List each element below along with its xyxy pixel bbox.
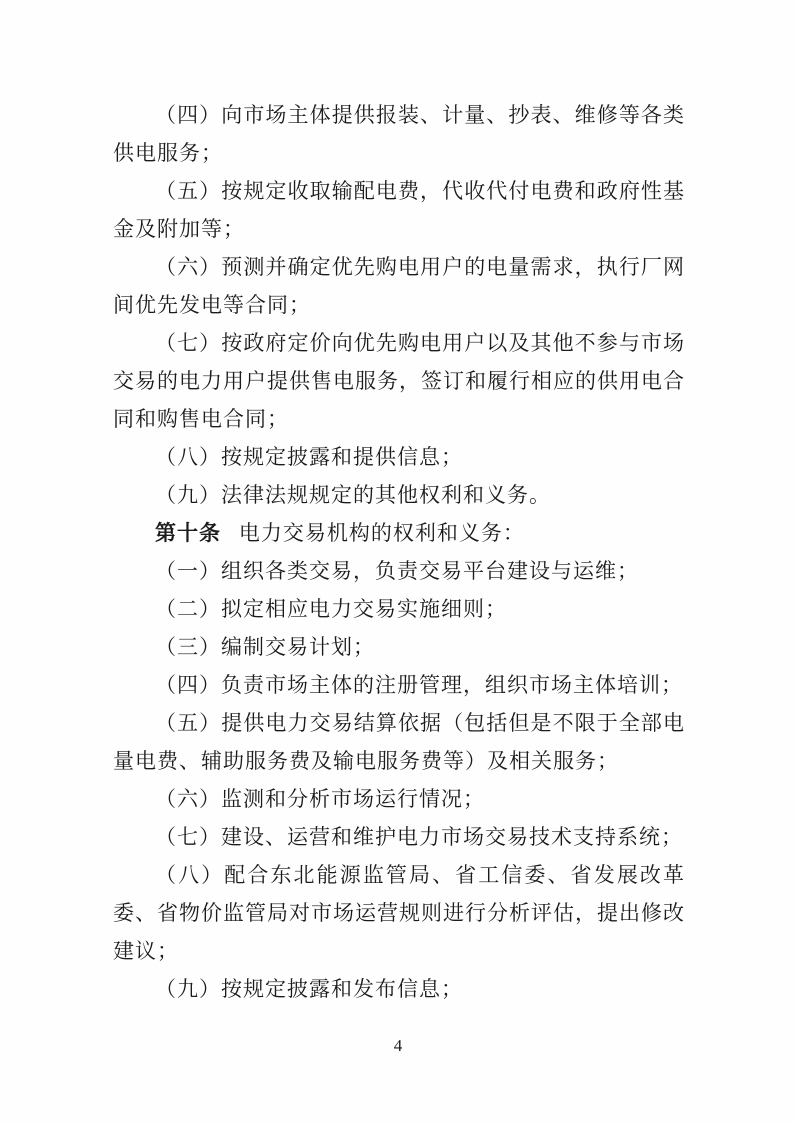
paragraph-text: （七）建设、运营和维护电力市场交易技术支持系统；: [155, 825, 683, 849]
paragraph: [113, 818, 685, 856]
paragraph: [113, 324, 685, 438]
paragraph-text: （九）法律法规规定的其他权利和义务。: [155, 483, 551, 507]
paragraph-text: （三）编制交易计划；: [155, 635, 375, 659]
paragraph: [113, 628, 685, 666]
paragraph-text: （八）配合东北能源监管局、省工信委、省发展改革委、省物价监管局对市场运营规则进行分析评估，提出修改建议；: [113, 863, 685, 963]
document-body: [113, 96, 685, 1008]
paragraph: [113, 780, 685, 818]
paragraph-text: （五）提供电力交易结算依据（包括但是不限于全部电量电费、辅助服务费及输电服务费等）及相关服务；: [113, 711, 685, 773]
paragraph: [113, 704, 685, 780]
paragraph: [113, 970, 685, 1008]
paragraph-text: （六）预测并确定优先购电用户的电量需求，执行厂网间优先发电等合同；: [113, 255, 685, 317]
paragraph: [113, 514, 685, 552]
paragraph: [113, 172, 685, 248]
paragraph: [113, 96, 685, 172]
paragraph-text: （八）按规定披露和提供信息；: [155, 445, 463, 469]
paragraph-text: （二）拟定相应电力交易实施细则；: [155, 597, 507, 621]
paragraph-text: （九）按规定披露和发布信息；: [155, 977, 463, 1001]
paragraph: [113, 590, 685, 628]
paragraph-text: （七）按政府定价向优先购电用户以及其他不参与市场交易的电力用户提供售电服务，签订和履行相应的供用电合同和购售电合同；: [113, 331, 685, 431]
paragraph-text: （六）监测和分析市场运行情况；: [155, 787, 485, 811]
page-number: 4: [393, 1036, 403, 1055]
paragraph-text: （四）向市场主体提供报装、计量、抄表、维修等各类供电服务；: [113, 103, 685, 165]
paragraph: [113, 476, 685, 514]
paragraph: [113, 856, 685, 970]
paragraph: [113, 552, 685, 590]
paragraph: [113, 248, 685, 324]
paragraph: [113, 666, 685, 704]
paragraph: [113, 438, 685, 476]
paragraph-text: （一）组织各类交易，负责交易平台建设与运维；: [155, 559, 639, 583]
article-number: 第十条: [155, 521, 221, 545]
paragraph-text: （四）负责市场主体的注册管理，组织市场主体培训；: [155, 673, 683, 697]
paragraph-text: （五）按规定收取输配电费，代收代付电费和政府性基金及附加等；: [113, 179, 685, 241]
paragraph-text: 电力交易机构的权利和义务：: [238, 521, 525, 545]
